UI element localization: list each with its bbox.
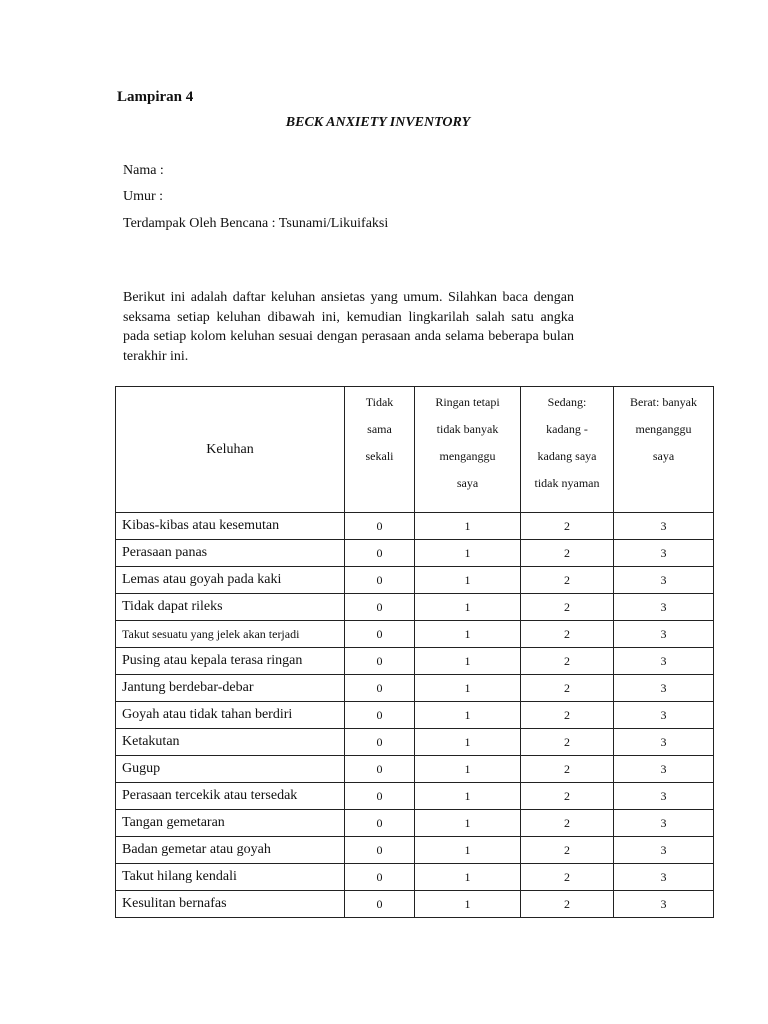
score-1-option[interactable]: 1 [415, 648, 521, 675]
affected-field-label: Terdampak Oleh Bencana : Tsunami/Likuifaksi [123, 216, 389, 231]
score-3-option[interactable]: 3 [614, 729, 714, 756]
score-1-option[interactable]: 1 [415, 756, 521, 783]
option-header-line: menganggu [635, 422, 692, 436]
score-0-option[interactable]: 0 [345, 891, 415, 918]
score-0-option[interactable]: 0 [345, 621, 415, 648]
score-3-option[interactable]: 3 [614, 540, 714, 567]
score-2-option[interactable]: 2 [521, 567, 614, 594]
score-0-option[interactable]: 0 [345, 513, 415, 540]
table-row [116, 540, 714, 567]
option-header-line: kadang - [546, 422, 588, 436]
score-2-option[interactable]: 2 [521, 891, 614, 918]
table-row [116, 729, 714, 756]
document-title: BECK ANXIETY INVENTORY [285, 115, 471, 130]
option-header-line: sama [367, 422, 392, 436]
score-0-option[interactable]: 0 [345, 594, 415, 621]
score-3-option[interactable]: 3 [614, 594, 714, 621]
symptom-label: Takut sesuatu yang jelek akan terjadi [116, 621, 345, 648]
score-3-option[interactable]: 3 [614, 837, 714, 864]
table-row [116, 567, 714, 594]
score-1-option[interactable]: 1 [415, 594, 521, 621]
table-row [116, 594, 714, 621]
symptom-label: Tangan gemetaran [116, 810, 345, 837]
score-2-option[interactable]: 2 [521, 756, 614, 783]
score-1-option[interactable]: 1 [415, 540, 521, 567]
score-2-option[interactable]: 2 [521, 648, 614, 675]
table-row [116, 837, 714, 864]
score-2-option[interactable]: 2 [521, 729, 614, 756]
option-header-moderate [521, 387, 614, 513]
option-header-severe [614, 387, 714, 513]
score-2-option[interactable]: 2 [521, 837, 614, 864]
score-3-option[interactable]: 3 [614, 702, 714, 729]
option-header-line: Berat: banyak [630, 395, 697, 409]
table-row [116, 648, 714, 675]
table-row [116, 513, 714, 540]
score-1-option[interactable]: 1 [415, 513, 521, 540]
table-row [116, 675, 714, 702]
age-field-label: Umur : [123, 189, 164, 204]
score-1-option[interactable]: 1 [415, 864, 521, 891]
score-0-option[interactable]: 0 [345, 810, 415, 837]
score-2-option[interactable]: 2 [521, 702, 614, 729]
score-0-option[interactable]: 0 [345, 540, 415, 567]
option-header-line: Sedang: [547, 395, 587, 409]
score-1-option[interactable]: 1 [415, 702, 521, 729]
score-0-option[interactable]: 0 [345, 648, 415, 675]
score-3-option[interactable]: 3 [614, 891, 714, 918]
symptom-column-header: Keluhan [116, 387, 345, 513]
score-3-option[interactable]: 3 [614, 810, 714, 837]
option-header-line: tidak nyaman [534, 476, 600, 490]
score-0-option[interactable]: 0 [345, 783, 415, 810]
score-0-option[interactable]: 0 [345, 837, 415, 864]
score-0-option[interactable]: 0 [345, 729, 415, 756]
score-2-option[interactable]: 2 [521, 621, 614, 648]
symptom-label: Perasaan panas [116, 540, 345, 567]
score-2-option[interactable]: 2 [521, 783, 614, 810]
score-1-option[interactable]: 1 [415, 729, 521, 756]
table-row [116, 891, 714, 918]
score-2-option[interactable]: 2 [521, 540, 614, 567]
score-3-option[interactable]: 3 [614, 756, 714, 783]
option-header-line: Ringan tetapi [435, 395, 500, 409]
option-header-line: tidak banyak [436, 422, 499, 436]
attachment-label: Lampiran 4 [117, 89, 194, 105]
table-row [116, 756, 714, 783]
symptom-label: Takut hilang kendali [116, 864, 345, 891]
score-1-option[interactable]: 1 [415, 810, 521, 837]
score-2-option[interactable]: 2 [521, 513, 614, 540]
table-row [116, 702, 714, 729]
table-row [116, 864, 714, 891]
score-3-option[interactable]: 3 [614, 648, 714, 675]
score-1-option[interactable]: 1 [415, 621, 521, 648]
symptom-label: Badan gemetar atau goyah [116, 837, 345, 864]
name-field-label: Nama : [123, 163, 164, 178]
option-header-none [345, 387, 415, 513]
score-1-option[interactable]: 1 [415, 891, 521, 918]
score-3-option[interactable]: 3 [614, 567, 714, 594]
score-2-option[interactable]: 2 [521, 675, 614, 702]
symptom-label: Jantung berdebar-debar [116, 675, 345, 702]
score-3-option[interactable]: 3 [614, 621, 714, 648]
option-header-line: kadang saya [537, 449, 597, 463]
score-3-option[interactable]: 3 [614, 864, 714, 891]
score-0-option[interactable]: 0 [345, 756, 415, 783]
option-header-line: Tidak [365, 395, 394, 409]
score-3-option[interactable]: 3 [614, 513, 714, 540]
symptom-label: Pusing atau kepala terasa ringan [116, 648, 345, 675]
option-header-line: saya [456, 476, 479, 490]
option-header-line: menganggu [439, 449, 496, 463]
symptom-label: Kibas-kibas atau kesemutan [116, 513, 345, 540]
symptom-label: Lemas atau goyah pada kaki [116, 567, 345, 594]
score-0-option[interactable]: 0 [345, 702, 415, 729]
table-header-row [116, 387, 714, 513]
score-2-option[interactable]: 2 [521, 594, 614, 621]
score-1-option[interactable]: 1 [415, 783, 521, 810]
score-3-option[interactable]: 3 [614, 783, 714, 810]
table-row [116, 810, 714, 837]
option-header-line: saya [652, 449, 675, 463]
symptom-label: Kesulitan bernafas [116, 891, 345, 918]
score-2-option[interactable]: 2 [521, 864, 614, 891]
score-3-option[interactable]: 3 [614, 675, 714, 702]
score-0-option[interactable]: 0 [345, 864, 415, 891]
table-row [116, 783, 714, 810]
symptom-label: Ketakutan [116, 729, 345, 756]
symptom-label: Gugup [116, 756, 345, 783]
score-1-option[interactable]: 1 [415, 837, 521, 864]
score-2-option[interactable]: 2 [521, 810, 614, 837]
symptom-label: Perasaan tercekik atau tersedak [116, 783, 345, 810]
symptom-label: Tidak dapat rileks [116, 594, 345, 621]
score-0-option[interactable]: 0 [345, 675, 415, 702]
option-header-line: sekali [365, 449, 394, 463]
score-1-option[interactable]: 1 [415, 675, 521, 702]
symptom-label: Goyah atau tidak tahan berdiri [116, 702, 345, 729]
option-header-mild [415, 387, 521, 513]
table-row [116, 621, 714, 648]
instructions-paragraph: Berikut ini adalah daftar keluhan ansietas yang umum. Silahkan baca dengan seksama setiap keluhan dibawah ini, kemudian lingkarilah salah satu angka pada setiap kolom keluhan sesuai dengan perasaan anda selama beberapa bulan terakhir ini. [123, 290, 574, 364]
score-0-option[interactable]: 0 [345, 567, 415, 594]
anxiety-inventory-table [115, 386, 714, 918]
score-1-option[interactable]: 1 [415, 567, 521, 594]
